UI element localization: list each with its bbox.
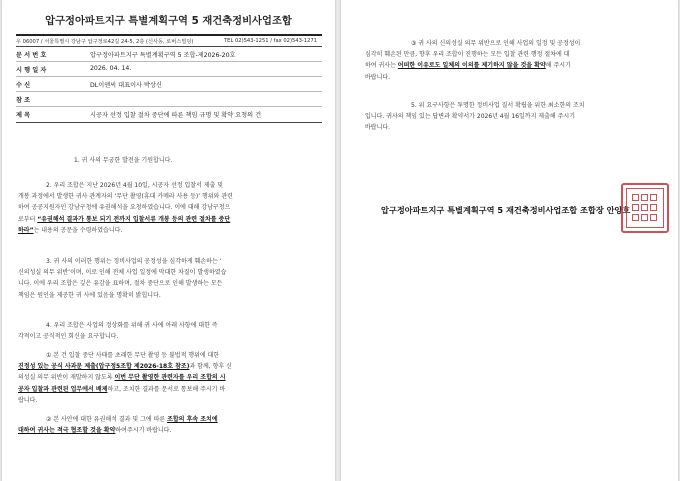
paragraph-4: 4. 우리 조합은 사업의 정상화를 위해 귀 사에 아래 사항에 대한 즉 각적이고 공식적인 회신을 요구합니다. [18, 322, 218, 341]
header-top-divider [16, 46, 322, 47]
paragraph-item-2: ② 본 사안에 대한 유권해석 결과 및 그에 따른 조합의 후속 조치에 대하여 귀사는 적극 협조할 것을 확약하여주시기 바랍니다. [18, 416, 218, 435]
header-label: 문 서 번 호 [16, 52, 47, 59]
document-page-2 [341, 0, 678, 481]
highlighted-cooperation: 조합의 후속 조치에 [167, 416, 218, 423]
address-line: 우 06007 / 서울특별시 강남구 압구정로42길 24-5, 2층 (신사동, 로버스빌딩) [16, 39, 194, 45]
header-value: 압구정아파트지구 특별계획구역 5 조합-제2026-20호 [90, 52, 236, 59]
signature-line: 압구정아파트지구 특별계획구역 5 재건축정비사업조합 조합장 안양호 [381, 205, 631, 215]
paragraph-3: 3. 귀 사의 이러한 행위는 정비사업의 공정성을 심각하게 훼손하는 ‘ 신의성실 의무 위반’이며, 이로 인해 전체 사업 일정에 막대한 차질이 발생하였습 니다. 이에 우리 조합은 깊은 유감을 표하며, 절차 중단으로 인해 발생하는 모든 책임은 원인을 제공한 귀 사에 있음을 명확히 밝힙니다. [18, 258, 227, 299]
header-label: 수 신 [16, 82, 31, 89]
header-value: 시공자 선정 입찰 절차 중단에 따른 책임 규명 및 확약 요청의 건 [90, 112, 262, 119]
paragraph-5: 5. 위 요구사항은 투명한 정비사업 질서 확립을 위한 최소한의 조치 입니다. 귀사의 책임 있는 답변과 확약서가 2026년 4월 16일까지 제출해 주시기 바랍니다. [365, 102, 585, 132]
title-divider [16, 34, 322, 36]
paragraph-item-3: ③ 귀 사의 신의성실 의무 위반으로 인해 사업의 일정 및 공정성이 심각히 훼손된 만큼, 향후 우리 조합이 진행하는 모든 입찰 관련 행정 절차에 대 하여 귀사는 어떠한 이유로도 일체의 이의를 제기하지 않을 것을 확약해 주시기 바랍니다. [365, 40, 581, 81]
highlighted-apology-request: 진정성 있는 공식 사과문 제출(압구정5조합 제2026-18호 참조) [18, 363, 190, 371]
contact-line: TEL 02)543-1251 / fax 02)543-1271 [224, 38, 317, 44]
header-label: 시 행 일 자 [16, 67, 47, 74]
header-value: 2026. 04. 14. [90, 65, 132, 72]
paragraph-1: 1. 귀 사의 무궁한 발전을 기원합니다. [74, 157, 173, 164]
highlighted-quote: “유권해석 결과가 통보 되기 전까지 입찰서류 개봉 등의 관련 절차를 중단 [37, 215, 231, 223]
organization-title: 압구정아파트지구 특별계획구역 5 재건축정비사업조합 [45, 15, 292, 27]
header-value: DL이앤씨 대표이사 박상신 [90, 82, 162, 89]
highlighted-no-objection: 어떠한 이유로도 일체의 이의를 제기하지 않을 것을 확약 [397, 62, 546, 70]
header-bottom-divider [16, 122, 322, 123]
header-label: 참 조 [16, 97, 31, 104]
header-label: 제 목 [16, 112, 31, 119]
official-seal-icon [621, 183, 669, 233]
paragraph-item-1: ① 본 건 입찰 중단 사태를 초래한 무단 촬영 등 불법적 행위에 대한 진정성 있는 공식 사과문 제출(압구정5조합 제2026-18호 참조)과 함께, 향후 신 의성실 의무 위반이 재발하지 않도록 이번 무단 촬영한 관련자를 우리 조합의 시 공자 입찰과 관련된 업무에서 배제하고, 조치한 결과를 문서로 통보해 주시기 바 랍니다. [18, 352, 232, 404]
highlighted-exclusion-request: 이번 무단 촬영한 관련자를 우리 조합의 시 [114, 374, 226, 382]
paragraph-2: 2. 우리 조합은 지난 2026년 4월 10일, 시공자 선정 입찰서 제출 및 개봉 과정에서 발생한 귀사 관계자의 ‘무단 촬영(휴대 카메라 사용 등)’ 행위와 관련 하여 공공지원자인 강남구청에 유권해석을 요청하였습니다. 이에 대해 강남구청으 로부터 “유권해석 결과가 통보 되기 전까지 입찰서류 개봉 등의 관련 절차를 중단 하라”는 내용의 공문을 수령하였습니다. [18, 182, 233, 234]
document-page-1 [2, 0, 335, 481]
